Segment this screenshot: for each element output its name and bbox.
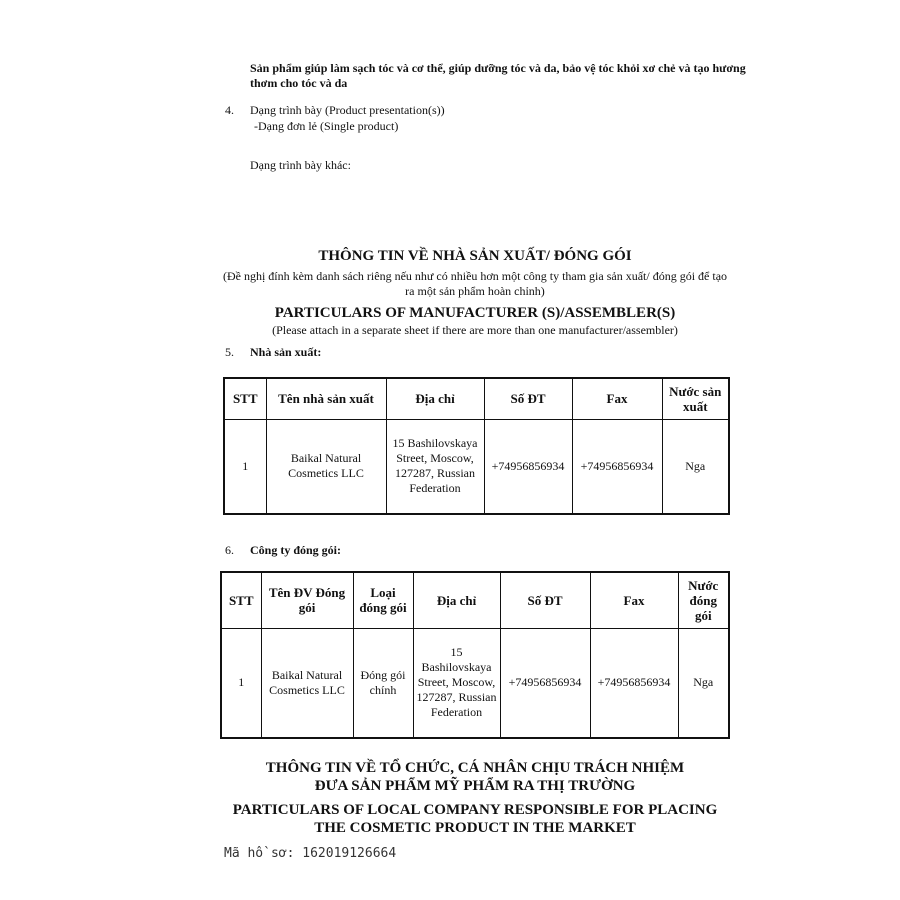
table-cell: +74956856934 — [500, 628, 590, 738]
table-header-row — [221, 572, 729, 628]
table-row — [221, 628, 729, 738]
column-header: Nước sản xuất — [662, 378, 729, 419]
column-header: Số ĐT — [500, 572, 590, 628]
item-4-presentation — [225, 102, 445, 134]
item-6-heading — [225, 543, 341, 558]
local-company-title-en-2: THE COSMETIC PRODUCT IN THE MARKET — [314, 820, 636, 836]
column-header: STT — [224, 378, 266, 419]
table-cell: +74956856934 — [590, 628, 678, 738]
table-cell: Baikal Natural Cosmetics LLC — [266, 419, 386, 514]
table-cell: Nga — [678, 628, 729, 738]
column-header: STT — [221, 572, 261, 628]
local-company-title-en-1: PARTICULARS OF LOCAL COMPANY RESPONSIBLE FOR PLACING — [232, 802, 718, 818]
manufacturer-table — [223, 377, 730, 515]
assembler-table — [220, 571, 730, 739]
manufacturer-title-en: PARTICULARS OF MANUFACTURER (S)/ASSEMBLER(S) — [274, 305, 676, 321]
local-company-title-vi-1: THÔNG TIN VỀ TỔ CHỨC, CÁ NHÂN CHỊU TRÁCH NHIỆM — [265, 760, 685, 776]
table-cell: Nga — [662, 419, 729, 514]
item-4-number: 4. — [225, 103, 234, 117]
other-presentation-label: Dạng trình bày khác: — [250, 158, 351, 172]
table-cell: 15 Bashilovskaya Street, Moscow, 127287, Russian Federation — [386, 419, 484, 514]
column-header: Địa chỉ — [386, 378, 484, 419]
column-header: Nước đóng gói — [678, 572, 729, 628]
table-cell: 1 — [221, 628, 261, 738]
table-cell: +74956856934 — [484, 419, 572, 514]
table-cell: Đóng gói chính — [353, 628, 413, 738]
item-4-label: Dạng trình bày (Product presentation(s)) — [250, 103, 445, 117]
table-header-row — [224, 378, 729, 419]
column-header: Fax — [572, 378, 662, 419]
table-cell: 15 Bashilovskaya Street, Moscow, 127287, Russian Federation — [413, 628, 500, 738]
column-header: Tên ĐV Đóng gói — [261, 572, 353, 628]
product-purpose: Sản phẩm giúp làm sạch tóc và cơ thể, giúp dưỡng tóc và da, bảo vệ tóc khỏi xơ chẻ và tạo hương thơm cho tóc và da — [250, 61, 746, 90]
item-5-label: Nhà sản xuất: — [250, 345, 322, 359]
item-6-number: 6. — [225, 543, 234, 557]
table-cell: +74956856934 — [572, 419, 662, 514]
local-company-title-vi-2: ĐƯA SẢN PHẨM MỸ PHẨM RA THỊ TRƯỜNG — [314, 778, 636, 794]
column-header: Loại đóng gói — [353, 572, 413, 628]
manufacturer-title-vi: THÔNG TIN VỀ NHÀ SẢN XUẤT/ ĐÓNG GÓI — [318, 248, 632, 264]
manufacturer-note-vi: (Đề nghị đính kèm danh sách riêng nếu như có nhiều hơn một công ty tham gia sản xuất/ đóng gói để tạo ra một sản phẩm hoàn chỉnh) — [222, 269, 728, 298]
column-header: Địa chỉ — [413, 572, 500, 628]
table-cell: 1 — [224, 419, 266, 514]
item-4-value: -Dạng đơn lẻ (Single product) — [254, 119, 399, 133]
manufacturer-note-en: (Please attach in a separate sheet if there are more than one manufacturer/assembler) — [272, 323, 678, 337]
dossier-code: Mã hồ sơ: 162019126664 — [224, 846, 397, 861]
item-6-label: Công ty đóng gói: — [250, 543, 342, 557]
table-cell: Baikal Natural Cosmetics LLC — [261, 628, 353, 738]
column-header: Fax — [590, 572, 678, 628]
table-row — [224, 419, 729, 514]
item-5-number: 5. — [225, 345, 234, 359]
column-header: Số ĐT — [484, 378, 572, 419]
item-5-heading — [225, 345, 321, 360]
column-header: Tên nhà sản xuất — [266, 378, 386, 419]
